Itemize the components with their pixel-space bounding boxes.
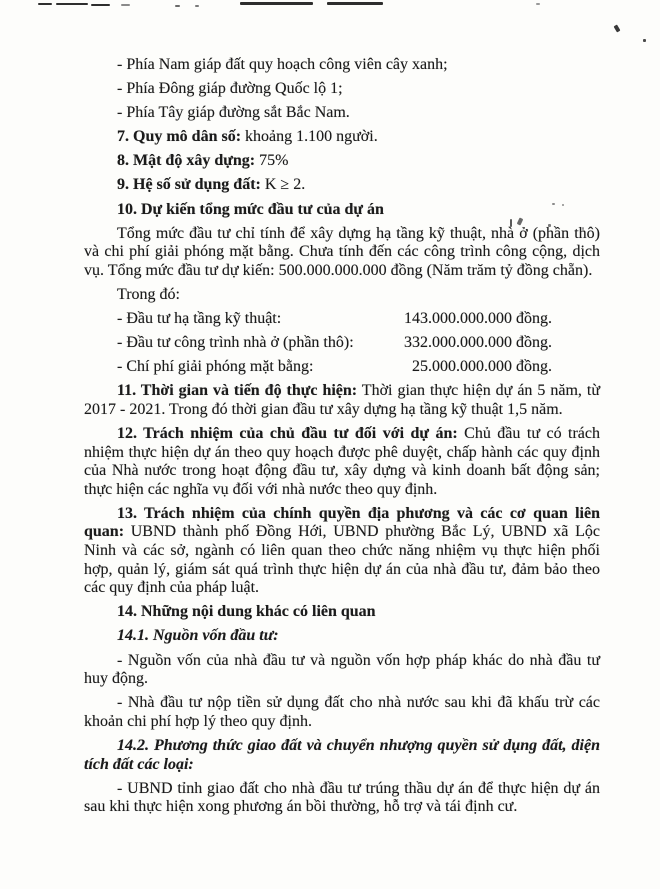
section-11-schedule (84, 382, 600, 419)
investment-label: - Đầu tư hạ tầng kỹ thuật: (117, 310, 282, 328)
section-8-value: 75% (255, 152, 289, 170)
section-12-label: 12. Trách nhiệm của chủ đầu tư đối với dự án: (117, 425, 458, 442)
section-14-2-bullet-land-allocation: - UBND tỉnh giao đất cho nhà đầu tư trúng thầu dự án để thực hiện dự án sau khi thực hiện xong phương án bồi thường, hỗ trợ và tái định cư. (84, 779, 600, 816)
section-8-label: 8. Mật độ xây dựng: (117, 152, 256, 170)
investment-amount: 332.000.000.000 đồng. (404, 334, 552, 352)
section-14-1-heading: 14.1. Nguồn vốn đầu tư: (117, 627, 279, 645)
section-13-authority-responsibility (84, 505, 600, 598)
section-14-2-heading: 14.2. Phương thức giao đất và chuyển nhượng quyền sử dụng đất, diện tích đất các loại: (84, 736, 600, 773)
section-8-density (84, 152, 600, 171)
section-14-heading: 14. Những nội dung khác có liên quan (117, 603, 376, 621)
section-14-1-bullet-capital: - Nguồn vốn của nhà đầu tư và nguồn vốn hợp pháp khác do nhà đầu tư huy động. (84, 651, 600, 688)
section-12-value: Chủ đầu tư có trách nhiệm thực hiện dự án theo quy hoạch được phê duyệt, chấp hành các quy định của Nhà nước trong hoạt động đầu tư, xây dựng và kinh doanh bất động sản; thực hiện các nghĩa vụ đối với nhà nước theo quy định. (84, 425, 601, 498)
section-7-value: khoảng 1.100 người. (241, 128, 378, 146)
investment-amount: 25.000.000.000 đồng. (412, 358, 552, 376)
section-9-value: K ≥ 2. (260, 176, 306, 194)
investment-row-housing (84, 334, 600, 353)
section-13-value: UBND thành phố Đồng Hới, UBND phường Bắc Lý, UBND xã Lộc Ninh và các sở, ngành có liên quan theo chức năng nhiệm vụ thực hiện phối hợp, quản lý, giám sát quá trình thực hiện dự án của nhà đầu tư, đảm bảo theo các quy định của pháp luật. (84, 523, 600, 597)
investment-row-site-clearance (84, 358, 600, 377)
investment-label: - Chí phí giải phóng mặt bằng: (117, 358, 314, 376)
section-11-value: Thời gian thực hiện dự án 5 năm, từ 2017 - 2021. Trong đó thời gian đầu tư xây dựng hạ tầng kỹ thuật 1,5 năm. (84, 382, 601, 418)
section-9-label: 9. Hệ số sử dụng đất: (117, 176, 261, 194)
boundary-line-south: - Phía Nam giáp đất quy hoạch công viên cây xanh; (117, 56, 448, 73)
section-12-investor-responsibility (84, 425, 600, 499)
investment-amount: 143.000.000.000 đồng. (404, 310, 552, 328)
section-7-population (84, 128, 600, 147)
investment-row-infrastructure (84, 310, 600, 329)
section-10-breakdown-intro: Trong đó: (117, 285, 180, 303)
boundary-line-east: - Phía Đông giáp đường Quốc lộ 1; (117, 80, 343, 98)
section-7-label: 7. Quy mô dân số: (117, 128, 242, 146)
section-10-heading: 10. Dự kiến tổng mức đầu tư của dự án (117, 200, 384, 218)
boundary-line-west: - Phía Tây giáp đường sắt Bắc Nam. (117, 104, 350, 122)
section-13-label: 13. Trách nhiệm của chính quyền địa phương và các cơ quan liên quan: (84, 504, 600, 541)
section-14-1-bullet-land-fee: - Nhà đầu tư nộp tiền sử dụng đất cho nhà nước sau khi đã khấu trừ các khoản chi phí hợp lý theo quy định. (84, 694, 600, 730)
section-11-label: 11. Thời gian và tiến độ thực hiện: (117, 382, 358, 400)
section-9-land-use-coefficient (84, 176, 600, 195)
investment-label: - Đầu tư công trình nhà ở (phần thô): (117, 334, 354, 352)
section-10-paragraph: Tổng mức đầu tư chỉ tính để xây dựng hạ tầng kỹ thuật, nhà ở (phần thô) và chi phí giải phóng mặt bằng. Chưa tính đến các công trình công cộng, dịch vụ. Tổng mức đầu tư dự kiến: 500.000.000.000 đồng (Năm trăm tỷ đồng chẵn). (84, 224, 600, 279)
